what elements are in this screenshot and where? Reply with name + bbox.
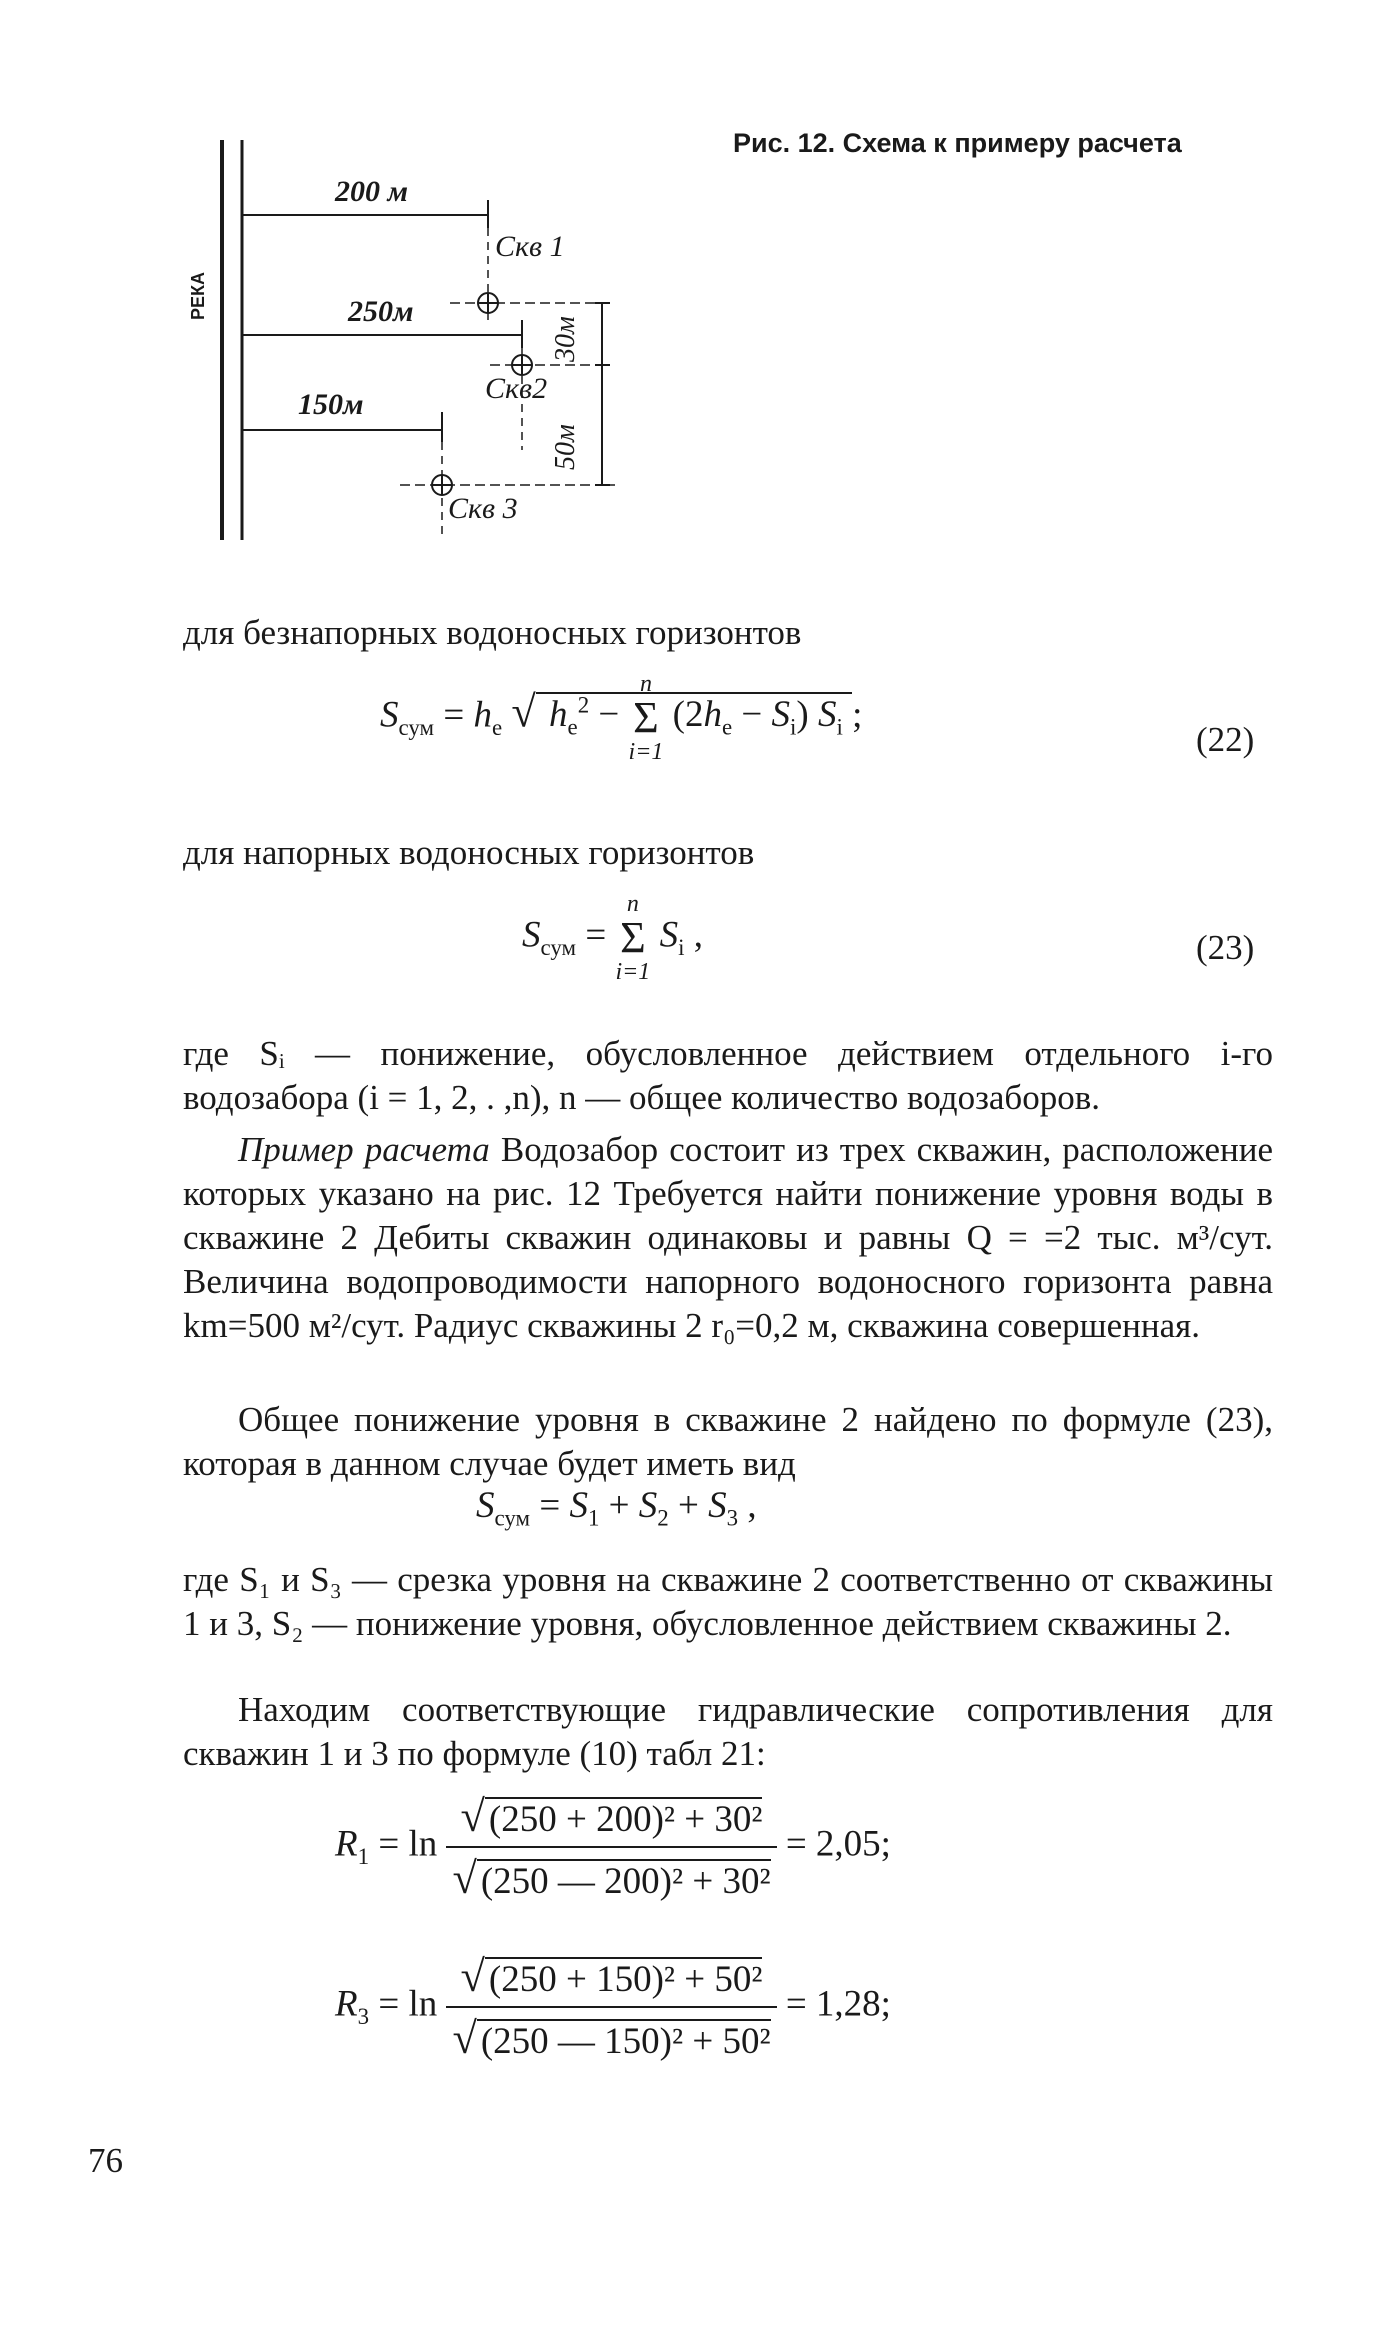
r3-numerator: (250 + 150)² + 50² xyxy=(485,1957,763,2000)
r3-denominator: (250 — 150)² + 50² xyxy=(477,2019,771,2062)
confined-intro: для напорных водоносных горизонтов xyxy=(183,833,755,872)
equation-number-22: (22) xyxy=(1196,720,1255,759)
formula-r3: $R_3 = \ln$ $\frac{\text{√ (250 + 150)² + 50²}}{\text{√ (250 — 150)² + 50²}}$ = 1,28; xyxy=(335,1951,891,2063)
unconfined-intro: для безнапорных водоносных горизонтов xyxy=(183,613,802,652)
find-resist-paragraph: Находим соответствующие гидравлические сопротивления для скважин 1 и 3 по формуле (10) табл 21: xyxy=(183,1690,1273,1773)
river-label: РЕКА xyxy=(188,272,208,320)
where-si-paragraph: где Sᵢ — понижение, обусловленное действием отдельного i-го водозабора (i = 1, 2, . ,n), n — общее количество водозаборов. xyxy=(183,1034,1273,1117)
gap-label-50: 50м xyxy=(550,424,581,470)
sum-formula: $S_{сум} = S_1 + S_2 + S_3$ , xyxy=(476,1485,757,1531)
total-drawdown-paragraph: Общее понижение уровня в скважине 2 найдено по формуле (23), которая в данном случае будет иметь вид xyxy=(183,1400,1273,1483)
figure-12 xyxy=(150,120,650,550)
distance-label-150: 150м xyxy=(298,388,364,421)
r1-numerator: (250 + 200)² + 30² xyxy=(485,1797,763,1840)
example-title: Пример расчета xyxy=(238,1130,490,1169)
formula-r1: $R_1 = \ln$ $\frac{\text{√ (250 + 200)² + 30²}}{\text{√ (250 — 200)² + 30²}}$ = 2,05; xyxy=(335,1791,891,1903)
page-number: 76 xyxy=(88,2141,123,2180)
distance-label-250: 250м xyxy=(348,295,414,328)
r1-value: = 2,05; xyxy=(785,1823,891,1865)
formula-23: $S_{сум}$ = n Σ i=1 $S_i$ , xyxy=(522,891,703,985)
example-body: Водозабор состоит из трех скважин, расположение которых указано на рис. 12 Требуется найти понижение уровня воды в скважине 2 Дебиты скважин одинаковы и равны Q = =2 тыс. м³/сут. Величина водопроводимости напорного водоносного горизонта равна km=500 м²/сут. Радиус скважины 2 r₀=0,2 м, скважина совершенная. xyxy=(183,1130,1273,1345)
well-label-3: Скв 3 xyxy=(448,492,518,525)
distance-label-200: 200 м xyxy=(335,175,409,208)
gap-label-30: 30м xyxy=(550,316,581,362)
r1-denominator: (250 — 200)² + 30² xyxy=(477,1859,771,1902)
where-s1s3-paragraph: где S₁ и S₃ — срезка уровня на скважине 2 соответственно от скважины 1 и 3, S₂ — понижение уровня, обусловленное действием скважины 2. xyxy=(183,1560,1273,1643)
r3-value: = 1,28; xyxy=(785,1983,891,2025)
figure-caption: Рис. 12. Схема к примеру расчета xyxy=(733,128,1182,158)
equation-number-23: (23) xyxy=(1196,928,1255,967)
formula-22: $S_{сум} = h_е$ √ $h_е^2$ − n Σ i=1 $(2h_е - S_i)$ $S_i$ ; xyxy=(380,671,863,765)
well-label-2: Скв2 xyxy=(485,372,548,405)
well-label-1: Скв 1 xyxy=(495,230,565,263)
example-paragraph xyxy=(183,1128,1273,1348)
